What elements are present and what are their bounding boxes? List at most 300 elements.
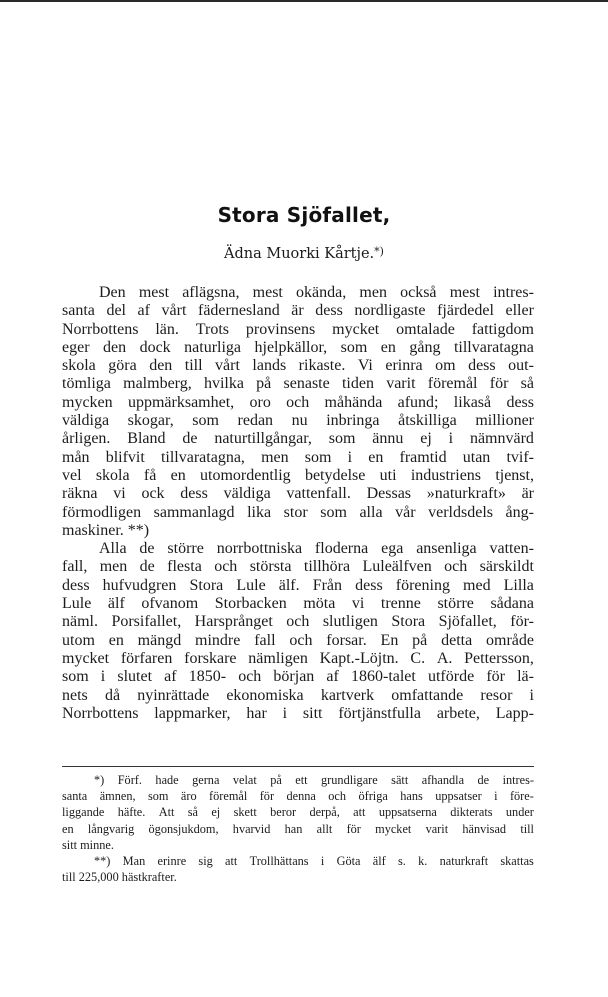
word: i	[100, 668, 106, 686]
word: vattenfall.	[286, 485, 351, 503]
word: dess	[180, 485, 208, 503]
word: men	[261, 448, 289, 466]
word: för	[486, 668, 505, 686]
word: uppsatser	[435, 789, 482, 804]
word: som	[147, 789, 169, 804]
word: räkna	[62, 485, 98, 503]
word: En	[380, 631, 399, 649]
word: förfaren	[120, 649, 173, 667]
word: sitt	[62, 837, 81, 852]
word: i	[529, 686, 534, 704]
word: hästkrafter.	[121, 870, 177, 885]
word: till	[184, 357, 203, 375]
word: och	[214, 558, 238, 576]
word: dock	[139, 338, 171, 356]
word: fattigdom	[471, 320, 534, 338]
word: tillvaratagna,	[160, 448, 245, 466]
word: så	[187, 805, 198, 820]
word: denna	[286, 789, 316, 804]
body-line	[62, 321, 534, 339]
word: så	[520, 375, 534, 393]
word: Dessas	[366, 485, 412, 503]
word: 1850-	[188, 668, 227, 686]
word: ej	[211, 805, 221, 820]
word: område	[486, 631, 534, 649]
word: nordligaste	[354, 302, 426, 320]
word: han	[284, 821, 303, 836]
word: Att	[158, 805, 175, 820]
word: som	[62, 668, 89, 686]
word: men	[99, 558, 128, 576]
word: ögonsjukdom,	[148, 821, 219, 836]
word: derpå,	[309, 805, 340, 820]
word: hvilka	[203, 375, 244, 393]
word: vi	[113, 485, 126, 503]
word: mest	[449, 284, 480, 301]
word: vi	[351, 595, 365, 613]
word: tillhöra	[303, 558, 351, 576]
word: lä-	[517, 668, 534, 686]
word: möta	[303, 595, 336, 613]
word: de	[139, 540, 155, 558]
body-line	[62, 412, 534, 430]
word: malmberg,	[123, 375, 192, 393]
word: detta	[441, 631, 473, 649]
body-line	[62, 577, 534, 595]
word: Harsprånget	[194, 613, 273, 631]
word: och	[286, 393, 310, 411]
word: slutligen	[322, 613, 378, 631]
word: och	[444, 558, 468, 576]
word: hänvisad	[462, 821, 507, 836]
word: ämnen,	[99, 789, 136, 804]
word: särskildt	[479, 558, 534, 576]
word: på	[270, 773, 282, 787]
word: tömliga	[62, 375, 111, 393]
word: och	[328, 789, 347, 804]
word: mycket	[375, 821, 412, 836]
word: före-	[509, 789, 534, 804]
word: för	[259, 789, 275, 804]
word: ett	[295, 773, 308, 787]
word: Stora	[391, 613, 426, 631]
word: lappmarker,	[154, 704, 231, 722]
word: okända,	[296, 284, 347, 301]
word: de	[182, 430, 198, 448]
word: C.	[410, 649, 426, 667]
word: 1860-talet	[350, 668, 416, 686]
word: Göta	[336, 853, 361, 868]
word: industriens	[410, 466, 482, 484]
word: minne.	[80, 837, 114, 852]
word: Vi	[357, 357, 373, 375]
word: årligen.	[62, 430, 111, 448]
word: Från	[312, 576, 343, 594]
word: ekonomiska	[226, 686, 304, 704]
word: som	[328, 430, 356, 448]
word: blifvit	[105, 448, 145, 466]
body-line	[62, 613, 534, 631]
body-line	[62, 485, 534, 503]
body-line	[62, 632, 534, 650]
word: i	[448, 430, 454, 448]
word: mest	[252, 284, 283, 301]
word: hvarvid	[232, 821, 271, 836]
word: älf	[107, 595, 125, 613]
word: santa	[62, 302, 95, 320]
word: ännu	[372, 430, 404, 448]
word: i	[347, 448, 353, 466]
body-line	[62, 558, 534, 576]
body-line	[62, 302, 534, 320]
word: de	[139, 558, 155, 576]
word: ång-	[505, 503, 534, 521]
word: utan	[462, 448, 491, 466]
word: sitt	[302, 704, 323, 722]
word: största	[249, 558, 292, 576]
word: den	[149, 357, 173, 375]
word: naturtillgångar,	[214, 430, 312, 448]
body-line	[62, 339, 534, 357]
word: för	[489, 375, 509, 393]
body-line	[62, 705, 534, 723]
word: en	[62, 821, 74, 836]
word: är	[521, 485, 534, 503]
word: fädernesland	[197, 302, 280, 320]
word: att	[225, 853, 238, 868]
word: tvif-	[506, 448, 534, 466]
word: Man	[122, 853, 146, 868]
word: föremål	[209, 789, 248, 804]
word: mycket	[332, 320, 380, 338]
word: flesta	[167, 558, 202, 576]
word: och	[289, 631, 313, 649]
footnote-line	[62, 804, 534, 820]
word: långvarig	[87, 821, 135, 836]
word: de	[477, 773, 490, 787]
word: hufvudgren	[102, 576, 177, 594]
word: som	[304, 448, 332, 466]
word: Trots	[195, 320, 230, 338]
word: få	[143, 466, 157, 484]
word: sig	[198, 853, 213, 868]
word: liggande	[62, 805, 105, 820]
body-line	[62, 284, 534, 302]
word: aflägsna,	[182, 284, 240, 301]
word: en	[108, 631, 124, 649]
word: ega	[381, 540, 404, 558]
word: är	[291, 302, 304, 320]
word: Norrbottens	[62, 704, 139, 722]
word: större	[437, 595, 474, 613]
footnotes	[62, 772, 534, 885]
word: lika	[247, 503, 272, 521]
word: Den	[99, 284, 126, 301]
word: eller	[505, 302, 534, 320]
subtitle-text: Ädna Muorki Kårtje.	[224, 246, 375, 262]
word: beror	[270, 805, 297, 820]
word: inbringa	[326, 412, 380, 430]
word: skattas	[500, 853, 534, 868]
word: mängd	[137, 631, 182, 649]
word: Porsifallet,	[111, 613, 182, 631]
word: »naturkraft»	[426, 485, 506, 503]
word: i	[282, 704, 288, 722]
body-line	[62, 522, 534, 540]
word: dikterats	[450, 805, 493, 820]
word: har	[246, 704, 267, 722]
word: Norrbottens	[62, 320, 139, 338]
word: floderna	[314, 540, 369, 558]
footnote-line	[62, 853, 534, 869]
word: förmodligen	[62, 503, 142, 521]
word: en	[380, 338, 396, 356]
word: millioner	[475, 412, 534, 430]
word: hjelpkällor,	[254, 338, 328, 356]
word: nyinrättade	[137, 686, 210, 704]
word: tillvaratagna	[453, 338, 534, 356]
word: åtskilliga	[398, 412, 457, 430]
word: gerna	[192, 773, 220, 787]
body-line	[62, 668, 534, 686]
word: mån	[62, 448, 90, 466]
subtitle	[0, 245, 608, 262]
word: afund;	[397, 393, 439, 411]
word: Bland	[127, 430, 166, 448]
footnote-line	[62, 788, 534, 804]
word: ock	[141, 485, 165, 503]
word: i	[320, 853, 325, 868]
word: resor	[480, 686, 513, 704]
word: som	[340, 338, 368, 356]
word: ofvanom	[141, 595, 199, 613]
word: naturkraft	[439, 853, 489, 868]
word: Storbacken	[214, 595, 287, 613]
word: likaså	[453, 393, 492, 411]
word: som	[320, 503, 347, 521]
word: dess	[506, 393, 534, 411]
word: tjenst,	[495, 466, 534, 484]
word: skett	[233, 805, 257, 820]
word: ansenliga	[416, 540, 477, 558]
body-line	[62, 430, 534, 448]
word: under	[505, 805, 534, 820]
word: Alla	[99, 540, 127, 558]
word: väldiga	[223, 485, 271, 503]
word: alla	[359, 503, 383, 521]
word: Lule	[236, 576, 266, 594]
word: Lapp-	[495, 704, 534, 722]
word: häfte.	[117, 805, 146, 820]
body-line	[62, 504, 534, 522]
word: varit	[386, 375, 416, 393]
word: A.	[436, 649, 453, 667]
word: Stora	[189, 576, 224, 594]
word: dess	[355, 576, 383, 594]
body-line	[62, 449, 534, 467]
word: vårt	[161, 302, 187, 320]
word: santa	[62, 789, 88, 804]
word: som	[192, 412, 219, 430]
word: norrbottniska	[216, 540, 303, 558]
word: med	[463, 576, 491, 594]
word: att	[353, 805, 366, 820]
word: då	[104, 686, 121, 704]
word: del	[106, 302, 126, 320]
word: eger	[62, 338, 90, 356]
word: betydelse	[304, 466, 366, 484]
page-title: Stora Sjöfallet,	[217, 203, 391, 227]
word: omfattande	[391, 686, 464, 704]
word: i	[494, 789, 498, 804]
word: velat	[232, 773, 257, 787]
word: sammanlagd	[153, 503, 235, 521]
word: intres-	[493, 284, 534, 301]
word: af	[137, 302, 150, 320]
word: kartverk	[320, 686, 375, 704]
word: erinre	[157, 853, 187, 868]
word: väldiga	[62, 412, 110, 430]
word: fall	[254, 631, 276, 649]
word: gång	[409, 338, 441, 356]
word: nämligen	[248, 649, 308, 667]
body-line	[62, 595, 534, 613]
word: nets	[62, 686, 88, 704]
body-line	[62, 540, 534, 558]
word: fall,	[62, 558, 88, 576]
word: maskiner.	[62, 521, 128, 539]
word: vår	[395, 503, 416, 521]
word: sätt	[391, 773, 409, 787]
word: s.	[397, 853, 406, 868]
body-line	[62, 687, 534, 705]
word: vel	[62, 466, 82, 484]
word: intres-	[502, 773, 534, 787]
word: älf	[372, 853, 386, 868]
word: dess	[468, 357, 496, 375]
word: mycket	[62, 649, 110, 667]
word: till	[62, 870, 79, 885]
word: öfriga	[358, 789, 388, 804]
word: utom	[62, 631, 95, 649]
body-line	[62, 650, 534, 668]
word: på	[412, 631, 428, 649]
word: skola	[95, 466, 130, 484]
word: skogar,	[127, 412, 174, 430]
word: allt	[316, 821, 333, 836]
word: föremål	[427, 375, 478, 393]
word: slutet	[117, 668, 153, 686]
word: också	[400, 284, 437, 301]
word: för-	[510, 613, 534, 631]
word: Pettersson,	[464, 649, 534, 667]
word: omtalade	[396, 320, 455, 338]
word: Lilla	[503, 576, 534, 594]
body-text	[62, 284, 534, 723]
word: Luleälfven	[362, 558, 432, 576]
body-line	[62, 467, 534, 485]
word: Sjöfallet,	[438, 613, 497, 631]
footnote-line	[62, 869, 534, 885]
word: mindre	[195, 631, 241, 649]
word: k.	[418, 853, 428, 868]
word: **)	[94, 853, 111, 868]
word: Förf.	[117, 773, 142, 787]
word: senaste	[283, 375, 330, 393]
word: naturliga	[184, 338, 242, 356]
word: dess	[315, 302, 343, 320]
word: nämnvärd	[469, 430, 534, 448]
word: till	[520, 821, 534, 836]
word: göra	[108, 357, 137, 375]
word: afhandla	[421, 773, 465, 787]
word: den	[103, 338, 127, 356]
word: oro	[249, 393, 271, 411]
word: 225,000	[78, 870, 122, 885]
word: älf.	[278, 576, 300, 594]
word: Lule	[62, 595, 92, 613]
word: utomordentlig	[200, 466, 291, 484]
word: början	[273, 668, 315, 686]
word: redan	[237, 412, 274, 430]
word: utförde	[427, 668, 475, 686]
word: och	[286, 613, 310, 631]
word: nu	[291, 412, 308, 430]
word: hans	[400, 789, 423, 804]
word: vårt	[215, 357, 240, 375]
word: på	[256, 375, 272, 393]
word: förening	[395, 576, 450, 594]
word: stor	[283, 503, 308, 521]
word: mycken	[62, 393, 113, 411]
word: mest	[138, 284, 170, 301]
word: större	[167, 540, 204, 558]
top-rule	[0, 0, 608, 2]
subtitle-footnote-ref: *)	[374, 245, 384, 258]
word: uppsatserna	[378, 805, 437, 820]
word: län.	[155, 320, 179, 338]
word: grundligare	[321, 773, 378, 787]
word: måhända	[324, 393, 383, 411]
body-line	[62, 375, 534, 393]
word: af	[326, 668, 339, 686]
word: provinsens	[245, 320, 316, 338]
word: sådana	[490, 595, 534, 613]
body-line	[62, 357, 534, 375]
word: arbete,	[436, 704, 480, 722]
word: Trollhättans	[249, 853, 309, 868]
word: rikaste.	[298, 357, 346, 375]
word: fjärdedel	[437, 302, 494, 320]
word: hade	[155, 773, 179, 787]
word: men	[359, 284, 387, 301]
word: förtjänstfulla	[338, 704, 421, 722]
word: **)	[127, 521, 150, 539]
word: trenne	[380, 595, 421, 613]
word: tiden	[341, 375, 374, 393]
word: forsar.	[326, 631, 367, 649]
word: för	[346, 821, 361, 836]
word: äro	[180, 789, 197, 804]
word: framtid	[399, 448, 447, 466]
word: *)	[94, 773, 105, 787]
word: en	[368, 448, 384, 466]
word: out-	[508, 357, 534, 375]
footnote-line	[62, 772, 534, 788]
word: och	[238, 668, 262, 686]
word: af	[164, 668, 177, 686]
word: skola	[62, 357, 96, 375]
